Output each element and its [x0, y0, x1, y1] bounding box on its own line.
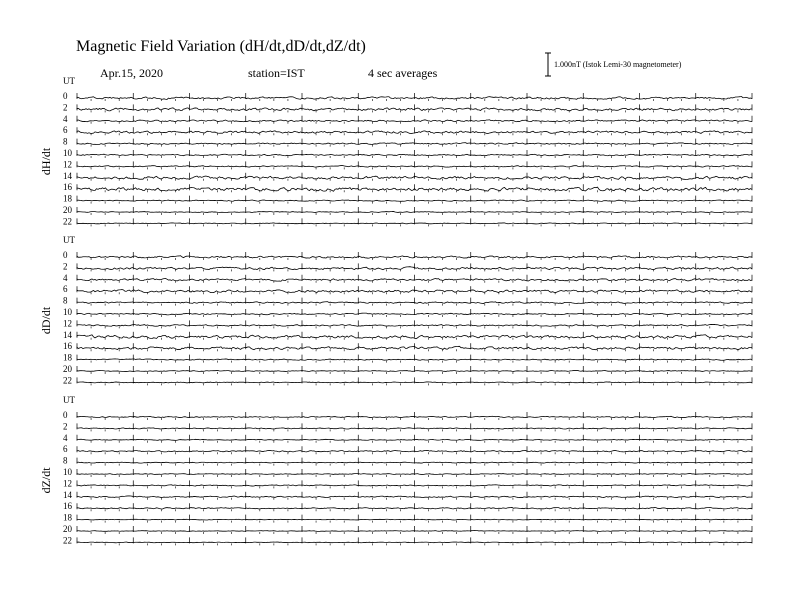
hour-label: 22 [63, 216, 72, 227]
panel-ylabel: dD/dt [39, 306, 53, 335]
panel-2 [39, 235, 752, 385]
scale-bar [545, 53, 551, 76]
hour-label: 14 [63, 170, 72, 181]
hour-label: 4 [63, 432, 68, 443]
hour-label: 8 [63, 295, 68, 306]
hour-label: 14 [63, 329, 72, 340]
hour-label: 12 [63, 318, 72, 329]
hour-label: 10 [63, 148, 72, 158]
ut-label: UT [63, 395, 75, 405]
hour-label: 18 [63, 512, 72, 523]
hour-label: 10 [63, 307, 72, 317]
hour-label: 2 [63, 102, 68, 113]
hour-label: 16 [63, 501, 72, 512]
hour-label: 16 [63, 182, 72, 193]
hour-label: 0 [63, 250, 68, 260]
hour-label: 2 [63, 261, 68, 272]
hour-label: 14 [63, 489, 72, 500]
hour-label: 10 [63, 467, 72, 477]
hour-label: 16 [63, 341, 72, 352]
panel-ylabel: dZ/dt [39, 467, 53, 494]
hour-label: 20 [63, 364, 72, 374]
ut-label: UT [63, 76, 75, 86]
hour-label: 6 [63, 125, 68, 136]
hour-label: 20 [63, 205, 72, 215]
scale-bar-label: 1.000nT (Istok Lemi-30 magnetometer) [554, 60, 682, 69]
hour-label: 12 [63, 478, 72, 489]
panel-3 [39, 395, 752, 545]
hour-label: 0 [63, 410, 68, 420]
hour-label: 22 [63, 375, 72, 386]
hour-label: 0 [63, 91, 68, 101]
station-label: station=IST [248, 66, 305, 80]
hour-label: 12 [63, 159, 72, 170]
hour-label: 6 [63, 444, 68, 455]
panel-1 [39, 76, 752, 226]
hour-label: 18 [63, 352, 72, 363]
hour-label: 4 [63, 113, 68, 124]
averaging-label: 4 sec averages [368, 66, 438, 80]
hour-label: 22 [63, 535, 72, 546]
hour-label: 4 [63, 272, 68, 283]
hour-label: 18 [63, 193, 72, 204]
panel-ylabel: dH/dt [39, 147, 53, 176]
hour-label: 8 [63, 455, 68, 466]
hour-label: 20 [63, 524, 72, 534]
date-label: Apr.15, 2020 [100, 66, 163, 80]
chart-title: Magnetic Field Variation (dH/dt,dD/dt,dZ/dt) [76, 38, 366, 55]
ut-label: UT [63, 235, 75, 245]
hour-label: 8 [63, 136, 68, 147]
hour-label: 6 [63, 284, 68, 295]
hour-label: 2 [63, 421, 68, 432]
